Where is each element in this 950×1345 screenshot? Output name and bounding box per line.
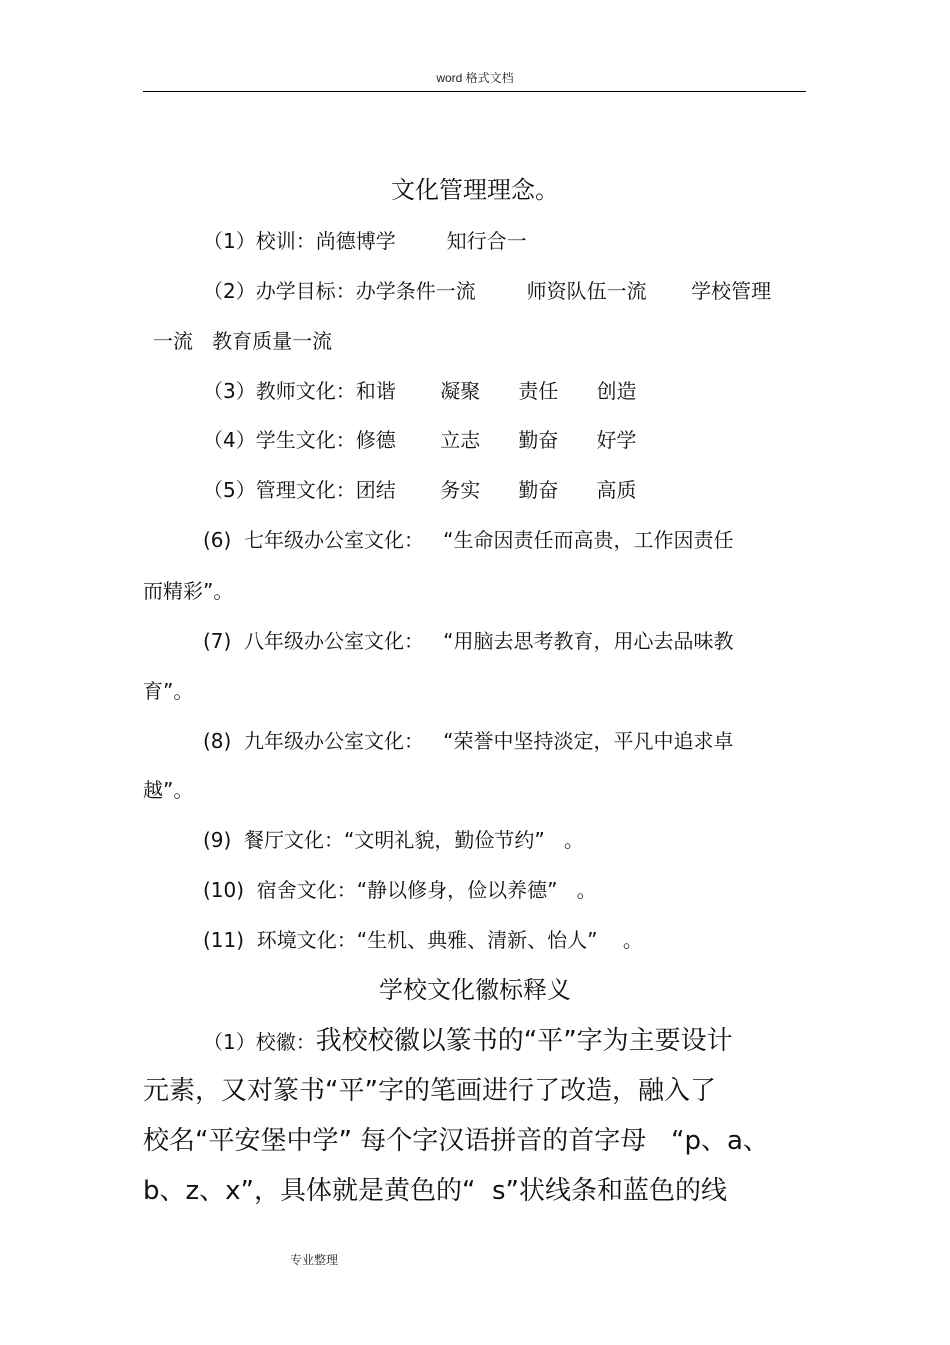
list-item: (8) 九年级办公室文化： “荣誉中坚持淡定，平凡中追求卓 — [203, 729, 734, 753]
list-item: （1）校训：尚德博学 知行合一 — [203, 229, 527, 253]
header-rule — [143, 91, 806, 92]
list-item: (11) 环境文化：“生机、典雅、清新、怡人” 。 — [203, 928, 643, 952]
list-item: （2）办学目标：办学条件一流 师资队伍一流 学校管理 — [203, 279, 772, 303]
list-item: （4）学生文化：修德 立志 勤奋 好学 — [203, 428, 637, 452]
list-item: (7) 八年级办公室文化： “用脑去思考教育，用心去品味教 — [203, 629, 734, 653]
list-item: 越”。 — [143, 778, 194, 802]
emblem-paragraph-line — [203, 1026, 733, 1057]
emblem-text: 我校校徽以篆书的“平”字为主要设计 — [315, 1026, 733, 1056]
list-item: (10) 宿舍文化：“静以修身，俭以养德” 。 — [203, 878, 597, 902]
list-item: 而精彩”。 — [143, 579, 234, 603]
emblem-paragraph-line: b、z、x”，具体就是黄色的“ s”状线条和蓝色的线 — [143, 1176, 728, 1206]
page-footer: 专业整理 — [290, 1253, 339, 1267]
list-item: 育”。 — [143, 679, 194, 703]
emblem-paragraph-line: 校名“平安堡中学” 每个字汉语拼音的首字母 “p、a、 — [143, 1126, 769, 1156]
list-item: （3）教师文化：和谐 凝聚 责任 创造 — [203, 379, 637, 403]
list-item: 一流 教育质量一流 — [153, 329, 333, 353]
emblem-paragraph-line: 元素，又对篆书“平”字的笔画进行了改造，融入了 — [143, 1076, 716, 1106]
list-item: (9) 餐厅文化：“文明礼貌，勤俭节约” 。 — [203, 828, 584, 852]
section-title-emblem: 学校文化徽标释义 — [379, 976, 571, 1004]
page-header: word 格式文档 — [436, 71, 514, 85]
section-title-culture: 文化管理理念。 — [391, 176, 559, 204]
emblem-prefix: （1）校徽： — [203, 1030, 316, 1054]
list-item: （5）管理文化：团结 务实 勤奋 高质 — [203, 478, 637, 502]
list-item: (6) 七年级办公室文化： “生命因责任而高贵，工作因责任 — [203, 528, 734, 552]
